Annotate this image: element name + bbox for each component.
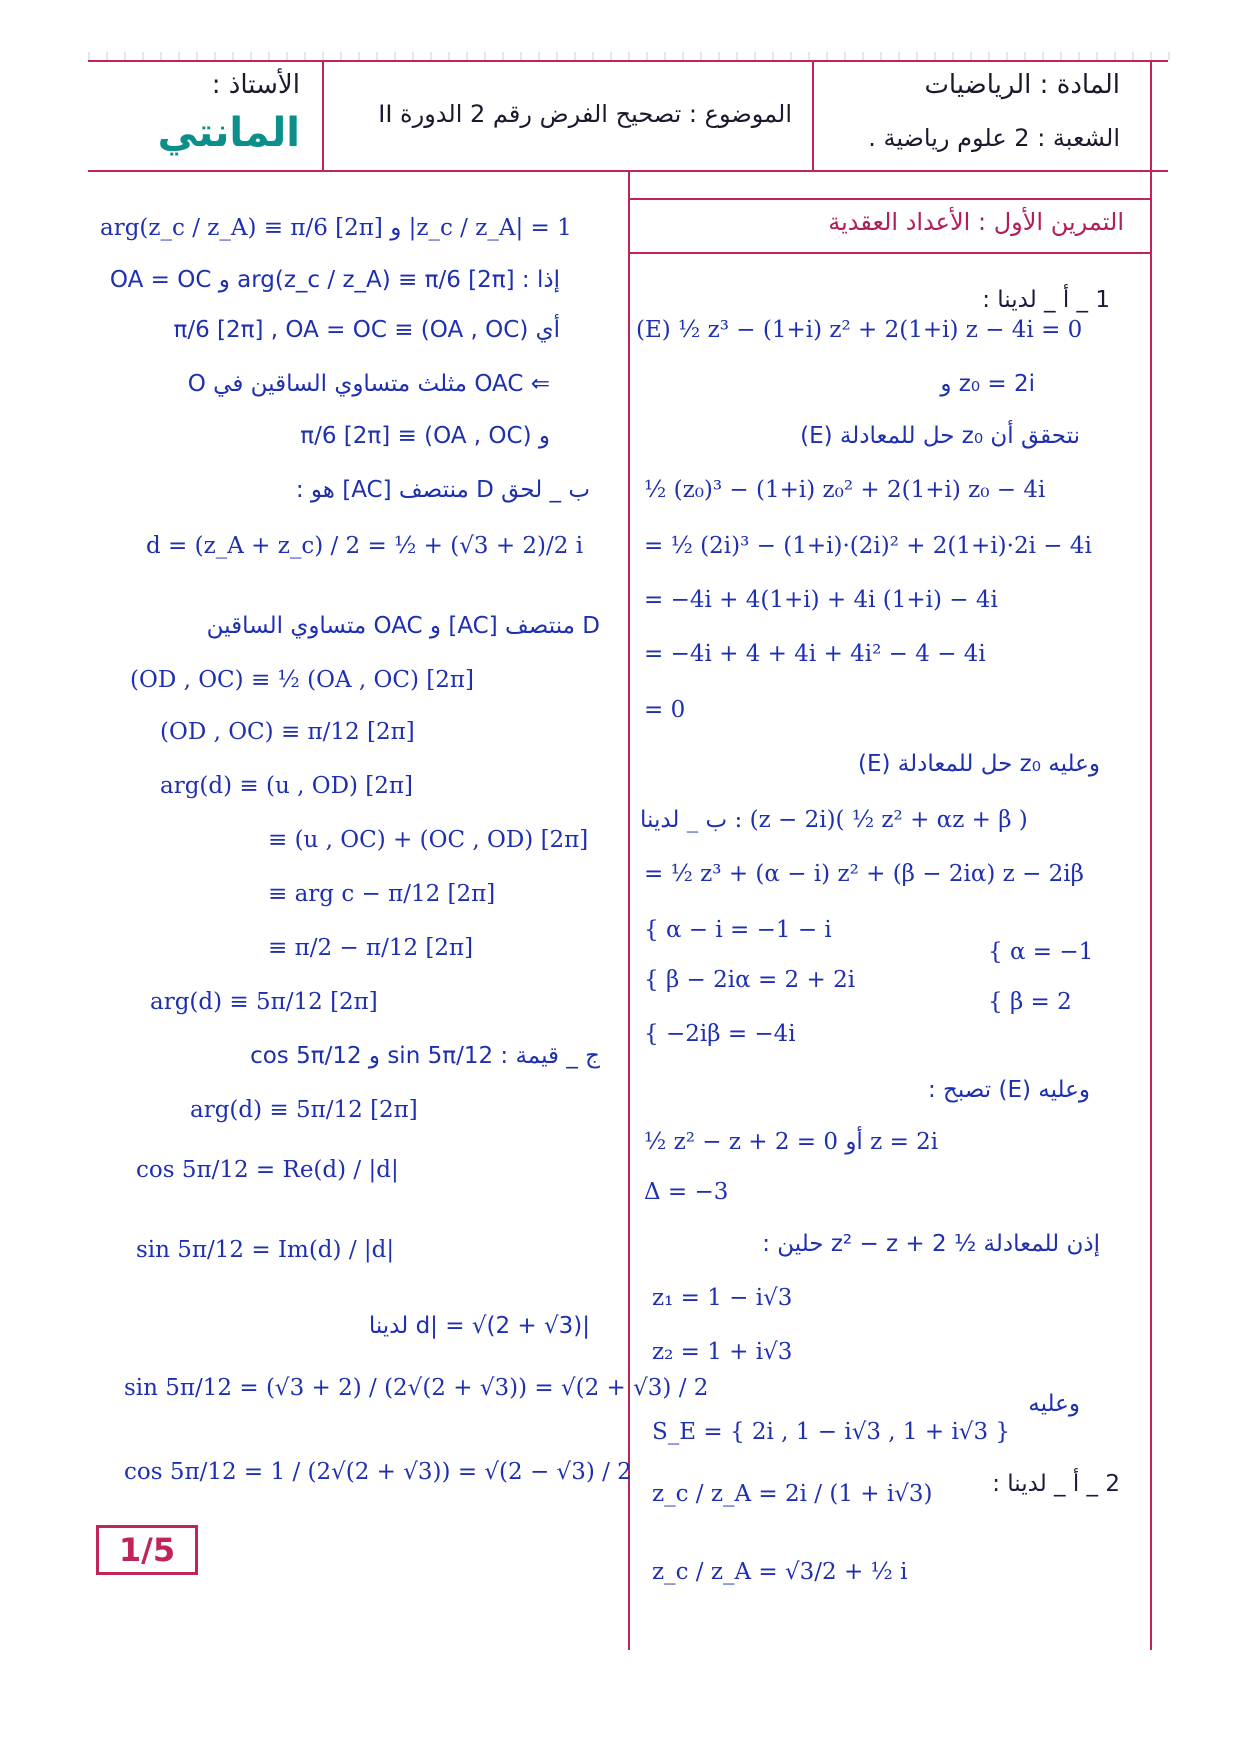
- left-line: arg(d) ≡ 5π/12 [2π]: [190, 1097, 418, 1123]
- right-line: ½ z² − z + 2 = 0 أو z = 2i: [644, 1129, 939, 1155]
- right-line: ½ (z₀)³ − (1+i) z₀² + 2(1+i) z₀ − 4i: [644, 477, 1046, 503]
- exercise-title: التمرين الأول : الأعداد العقدية: [828, 208, 1124, 236]
- subject-title: الموضوع : تصحيح الفرض رقم 2 الدورة II: [378, 100, 792, 128]
- left-line: cos 5π/12 = Re(d) / |d|: [136, 1157, 399, 1183]
- left-line: ⇐ OAC مثلث متساوي الساقين في O: [187, 371, 550, 397]
- left-line: arg(d) ≡ (u , OD) [2π]: [160, 773, 413, 799]
- left-line: و (OA , OC) ≡ π/6 [2π]: [300, 423, 550, 449]
- left-line: ≡ π/2 − π/12 [2π]: [268, 935, 474, 961]
- grid-background: [88, 52, 1170, 60]
- left-line: ب _ لحق D منتصف [AC] هو :: [295, 477, 590, 503]
- right-line: { α = −1: [988, 939, 1094, 965]
- right-line: نتحقق أن z₀ حل للمعادلة (E): [800, 423, 1080, 449]
- left-line: arg(z_c / z_A) ≡ π/6 [2π] و |z_c / z_A| = 1: [100, 215, 572, 241]
- left-line: sin 5π/12 = Im(d) / |d|: [136, 1237, 395, 1263]
- right-line: ب _ لدينا : (z − 2i)( ½ z² + αz + β ): [640, 807, 1028, 833]
- subject-label: المادة : الرياضيات: [924, 70, 1120, 100]
- exercise-title-top-rule: [628, 198, 1150, 200]
- left-line: cos 5π/12 = 1 / (2√(2 + √3)) = √(2 − √3) / 2: [124, 1459, 632, 1485]
- right-line: { β = 2: [988, 989, 1072, 1015]
- right-line: = −4i + 4 + 4i + 4i² − 4 − 4i: [644, 641, 986, 667]
- exercise-title-bottom-rule: [628, 252, 1150, 254]
- left-line: (OD , OC) ≡ π/12 [2π]: [160, 719, 415, 745]
- header-top-rule: [88, 60, 1168, 62]
- right-line: = 0: [644, 697, 686, 723]
- left-line: |d| = √(2 + √3) لدينا: [368, 1313, 590, 1339]
- right-line: = ½ z³ + (α − i) z² + (β − 2iα) z − 2iβ: [644, 861, 1084, 887]
- left-line: ج _ قيمة : sin 5π/12 و cos 5π/12: [250, 1043, 600, 1069]
- right-line: { α − i = −1 − i: [644, 917, 832, 943]
- teacher-name: المانتي: [157, 110, 300, 156]
- right-line: وعليه: [1028, 1391, 1080, 1417]
- left-line: أي (OA , OC) ≡ π/6 [2π] , OA = OC: [173, 317, 560, 343]
- right-line: وعليه (E) تصبح :: [927, 1077, 1090, 1103]
- left-line: (OD , OC) ≡ ½ (OA , OC) [2π]: [130, 667, 474, 693]
- right-line: z₂ = 1 + i√3: [652, 1339, 793, 1365]
- left-line: D منتصف [AC] و OAC متساوي الساقين: [206, 613, 600, 639]
- right-line: Δ = −3: [644, 1179, 729, 1205]
- page-number-box: 1/5: [96, 1525, 198, 1575]
- left-line: ≡ arg c − π/12 [2π]: [268, 881, 496, 907]
- right-line: 1 _ أ _ لدينا :: [982, 287, 1110, 313]
- right-line: { −2iβ = −4i: [644, 1021, 796, 1047]
- right-border: [1150, 60, 1152, 1650]
- right-line: وعليه z₀ حل للمعادلة (E): [857, 751, 1100, 777]
- right-line: 2 _ أ _ لدينا :: [992, 1471, 1120, 1497]
- right-line: z₁ = 1 − i√3: [652, 1285, 793, 1311]
- left-line: sin 5π/12 = (√3 + 2) / (2√(2 + √3)) = √(2 + √3) / 2: [124, 1375, 709, 1401]
- right-line: إذن للمعادلة ½ z² − z + 2 حلين :: [762, 1231, 1100, 1257]
- right-line: = ½ (2i)³ − (1+i)·(2i)² + 2(1+i)·2i − 4i: [644, 533, 1092, 559]
- header-divider-right: [812, 60, 814, 172]
- left-line: إذا : arg(z_c / z_A) ≡ π/6 [2π] و OA = OC: [109, 267, 560, 293]
- right-line: z₀ = 2i و: [940, 371, 1035, 397]
- left-line: ≡ (u , OC) + (OC , OD) [2π]: [268, 827, 589, 853]
- right-line: S_E = { 2i , 1 − i√3 , 1 + i√3 }: [652, 1419, 1011, 1445]
- left-line: d = (z_A + z_c) / 2 = ½ + (√3 + 2)/2 i: [146, 533, 584, 559]
- right-line: z_c / z_A = √3/2 + ½ i: [652, 1559, 908, 1585]
- right-line: { β − 2iα = 2 + 2i: [644, 967, 856, 993]
- stream-label: الشعبة : 2 علوم رياضية .: [868, 124, 1120, 152]
- right-line: (E) ½ z³ − (1+i) z² + 2(1+i) z − 4i = 0: [636, 317, 1083, 343]
- teacher-label: الأستاذ :: [211, 70, 300, 100]
- header-divider-left: [322, 60, 324, 172]
- right-line: z_c / z_A = 2i / (1 + i√3): [652, 1481, 933, 1507]
- column-divider: [628, 170, 630, 1650]
- left-line: arg(d) ≡ 5π/12 [2π]: [150, 989, 378, 1015]
- right-line: = −4i + 4(1+i) + 4i (1+i) − 4i: [644, 587, 998, 613]
